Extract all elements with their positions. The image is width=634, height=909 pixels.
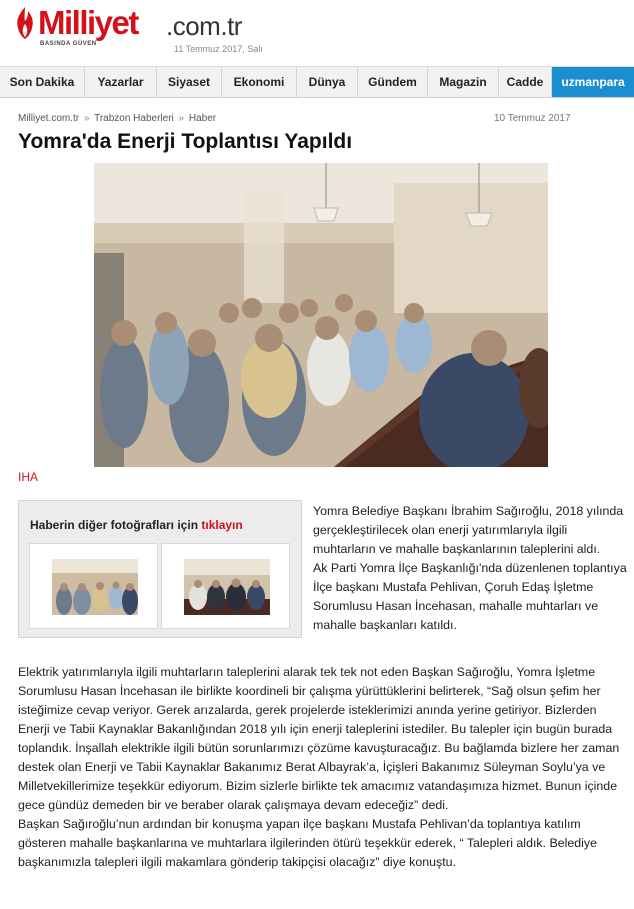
gallery-thumbnail[interactable] [161,543,290,629]
gallery-title [30,518,243,532]
breadcrumb-separator: » [178,113,185,124]
breadcrumb [18,113,216,125]
article-intro-column [313,502,629,635]
thumbnail-image [52,559,138,615]
article-paragraph: Başkan Sağıroğlu’nun ardından bir konuşma yapan ilçe başkanı Mustafa Pehlivan’da toplantıya katılım gösteren mahalle başkanlarına ve muhtarlara ilgilerinden ötürü teşekkür ederek, “ Talepleri aldık. Belediye başkanımızla talepleri ilgili makamlara gönderip takipçisi olacağız” diye konuştu. [18,817,598,869]
main-nav [0,66,634,98]
gallery-text: Haberin diğer fotoğrafları için [30,518,199,532]
article-paragraph: Ak Parti Yomra İlçe Başkanlığı'nda düzenlenen toplantıya İlçe başkanı Mustafa Pehlivan, Çoruh Edaş İşletme Sorumlusu Hasan İncehasan, mahalle muhtarları ve mahalle başkanları katıldı. [313,561,627,632]
article-intro: Yomra Belediye Başkanı İbrahim Sağıroğlu, 2018 yılında gerçekleştirilecek olan enerji yatırımlarıyla ilgili muhtarların ve mahalle başkanlarının taleplerini aldı. [313,504,624,556]
nav-item-uzmanpara[interactable]: uzmanpara [552,67,634,97]
article-paragraph: Elektrik yatırımlarıyla ilgili muhtarların taleplerini alarak tek tek not eden Başkan Sağıroğlu, Yomra İşletme Sorumlusu Hasan İncehasan ile birlikte koordineli bir çalışma yürüttüklerini belirterek, “Sağ olsun şefim her isteğimize cevap veriyor. Gerek arızalarda, gerek projelerde isteklerimizi anında yerine getiriyor. Bizlerden Enerji ve Tabii Kaynaklar Bakanlığından 2018 yılı için enerji taleplerini istediler. Bu talepler için bugün burada toplandık. İnşallah elektrikle ilgili bütün sorunlarımızı çözüme kavuşturacağız. Bu bağlamda bizlere her zaman destek olan Enerji ve Tabii Kaynaklar Bakanımız Berat Albayrak’a, İçişleri Bakanımız Süleyman Soylu’ya ve Milletvekillerimize teşekkür ediyorum. Bizim sizlerle birlikte tek amacımız vatandaşımıza hizmet. Bunun içinde gece gündüz demeden bir ve beraber olarak çalışmaya devam edeceğiz” dedi. [18,665,620,812]
logo-word: Milliyet [38,4,138,41]
nav-item-cadde[interactable]: Cadde [499,67,552,97]
logo-domain: .com.tr [166,11,242,41]
nav-item-ekonomi[interactable]: Ekonomi [222,67,297,97]
breadcrumb-trabzon[interactable]: Trabzon Haberleri [94,113,174,124]
nav-item-gundem[interactable]: Gündem [358,67,428,97]
nav-item-siyaset[interactable]: Siyaset [157,67,222,97]
nav-item-son-dakika[interactable]: Son Dakika [0,67,85,97]
site-header [0,0,634,66]
meeting-photo-illustration [94,163,548,467]
article-photo[interactable] [94,163,548,467]
thumbnail-image [184,559,270,615]
header-date: 11 Temmuz 2017, Salı [174,44,263,54]
logo-slogan: BASINDA GÜVEN [40,41,97,47]
gallery-link[interactable]: tıklayın [201,518,243,532]
breadcrumb-haber[interactable]: Haber [188,113,217,124]
article-title: Yomra'da Enerji Toplantısı Yapıldı [18,130,353,153]
article-date: 10 Temmuz 2017 [494,113,571,124]
breadcrumb-home[interactable]: Milliyet.com.tr [18,113,80,124]
article-body [18,663,628,872]
gallery-thumbnail[interactable] [29,543,158,629]
nav-item-dunya[interactable]: Dünya [297,67,358,97]
flame-icon [14,6,36,40]
news-source: IHA [18,470,39,484]
photo-gallery-box [18,500,302,638]
nav-item-magazin[interactable]: Magazin [428,67,499,97]
nav-item-yazarlar[interactable]: Yazarlar [85,67,157,97]
breadcrumb-separator: » [83,113,90,124]
